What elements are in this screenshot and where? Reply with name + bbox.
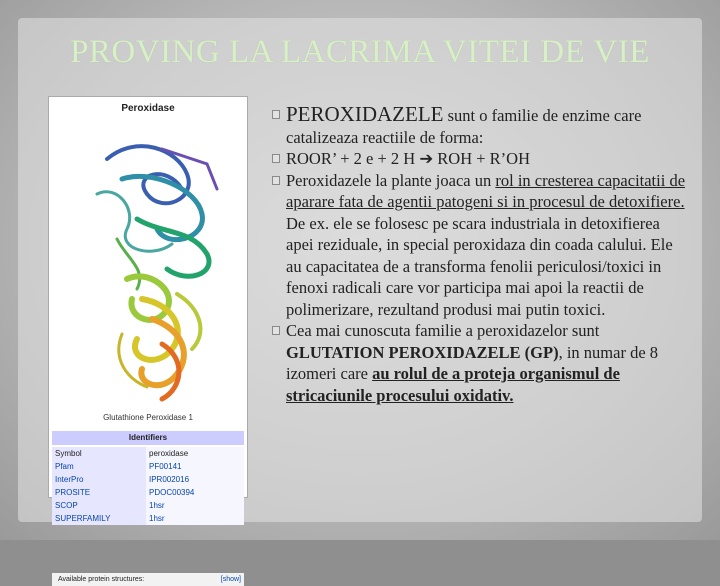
identifiers-table <box>52 447 244 525</box>
row-value-link[interactable]: IPR002016 <box>146 473 244 486</box>
row-value: peroxidase <box>146 447 244 460</box>
plant-role-underlined: rol in cresterea capacitatii de aparare fata de agentii patogeni si in procesul de detoxifiere. <box>286 170 686 211</box>
glutation-count: , in numar de 8 izomeri care <box>286 342 659 383</box>
bullet-icon <box>272 110 280 119</box>
row-value-link[interactable]: 1hsr <box>146 499 244 512</box>
image-caption: Glutathione Peroxidase 1 <box>103 413 193 422</box>
protein-structure-image <box>67 119 237 409</box>
available-structures-label: Available protein structures: <box>58 576 145 583</box>
table-row <box>52 486 244 499</box>
infobox-title: Peroxidase <box>121 103 175 114</box>
paragraph-reaction <box>272 148 690 170</box>
glutation-intro: Cea mai cunoscuta familie a peroxidazelor sunt <box>286 321 600 340</box>
protein-infobox <box>48 96 248 583</box>
table-row <box>52 460 244 473</box>
row-key-link[interactable]: InterPro <box>52 473 146 486</box>
plant-role-intro: Peroxidazele la plante joaca un <box>286 170 496 190</box>
row-value-link[interactable]: 1hsr <box>146 512 244 525</box>
row-key-link[interactable]: SCOP <box>52 499 146 512</box>
bullet-icon <box>272 176 280 185</box>
slide-body-text <box>272 104 690 406</box>
bullet-icon <box>272 326 280 335</box>
row-value-link[interactable]: PDOC00394 <box>146 486 244 499</box>
table-row <box>52 447 244 460</box>
glutation-name: GLUTATION PEROXIDAZELE (GP) <box>286 342 559 362</box>
bullet-icon <box>272 154 280 163</box>
row-key-link[interactable]: Pfam <box>52 460 146 473</box>
row-value-link[interactable]: PF00141 <box>146 460 244 473</box>
table-row <box>52 512 244 525</box>
definition-text: sunt o familie de enzime care catalizeaza reactiile de forma: <box>286 106 642 147</box>
plant-role-details: De ex. ele se folosesc pe scara industriala in detoxifierea apei reziduale, in special peroxidaza din coada calului. Ele au capacitatea de a transforma fenolii periculosi/toxici in fenoxi radicali care vor participa mai apoi la reactii de polimerizare, rezultand produsi mai putin toxici. <box>286 213 673 319</box>
slide-title: PROVING LA LACRIMA VITEI DE VIE <box>70 34 650 70</box>
table-row <box>52 473 244 486</box>
row-key-link[interactable]: SUPERFAMILY <box>52 512 146 525</box>
available-structures-row <box>52 573 244 586</box>
identifiers-header: Identifiers <box>52 431 244 445</box>
table-row <box>52 499 244 512</box>
paragraph-plant-role <box>272 170 690 321</box>
row-key: Symbol <box>52 447 146 460</box>
paragraph-glutation <box>272 320 690 406</box>
reaction-formula: ROOR’ + 2 e + 2 H ➔ ROH + R’OH <box>286 149 531 168</box>
row-key-link[interactable]: PROSITE <box>52 486 146 499</box>
glutation-role: au rolul de a proteja organismul de stricaciunile procesului oxidativ. <box>286 364 620 405</box>
show-structures-link[interactable]: [show] <box>220 576 241 583</box>
paragraph-peroxidaze-definition <box>272 104 690 148</box>
term-peroxidazele: PEROXIDAZELE <box>286 102 444 126</box>
